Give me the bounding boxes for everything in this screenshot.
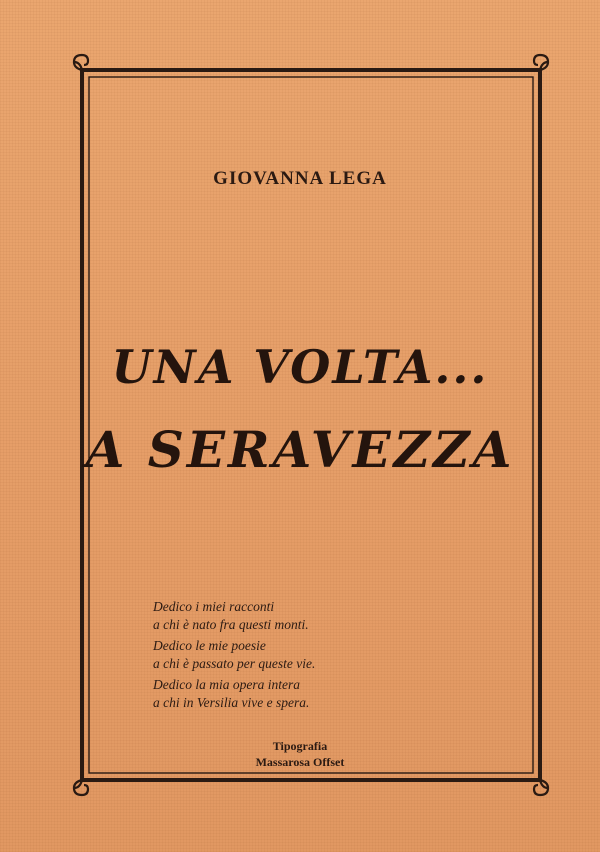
printer-line: Tipografia [272,739,328,753]
corner-ornament-bottom-right [534,780,548,795]
title-line-2: A SERAVEZZA [85,420,515,479]
dedication-line: Dedico la mia opera intera [153,677,300,692]
dedication-stanza [153,676,473,712]
dedication-stanza [153,598,473,634]
corner-ornament-top-right [534,55,548,70]
dedication-poem [153,598,473,715]
dedication-line: Dedico le mie poesie [153,638,266,653]
title-line-1: UNA VOLTA... [111,340,489,394]
dedication-line: Dedico i miei racconti [153,599,275,614]
dedication-line: a chi è passato per queste vie. [153,656,316,671]
dedication-line: a chi è nato fra questi monti. [153,617,309,632]
author-name: GIOVANNA LEGA [213,168,387,189]
printer-line: Massarosa Offset [255,755,345,769]
corner-ornament-top-left [74,55,88,70]
printer-imprint [0,738,600,770]
corner-ornament-bottom-left [74,780,88,795]
dedication-line: a chi in Versilia vive e spera. [153,695,310,710]
dedication-stanza [153,637,473,673]
